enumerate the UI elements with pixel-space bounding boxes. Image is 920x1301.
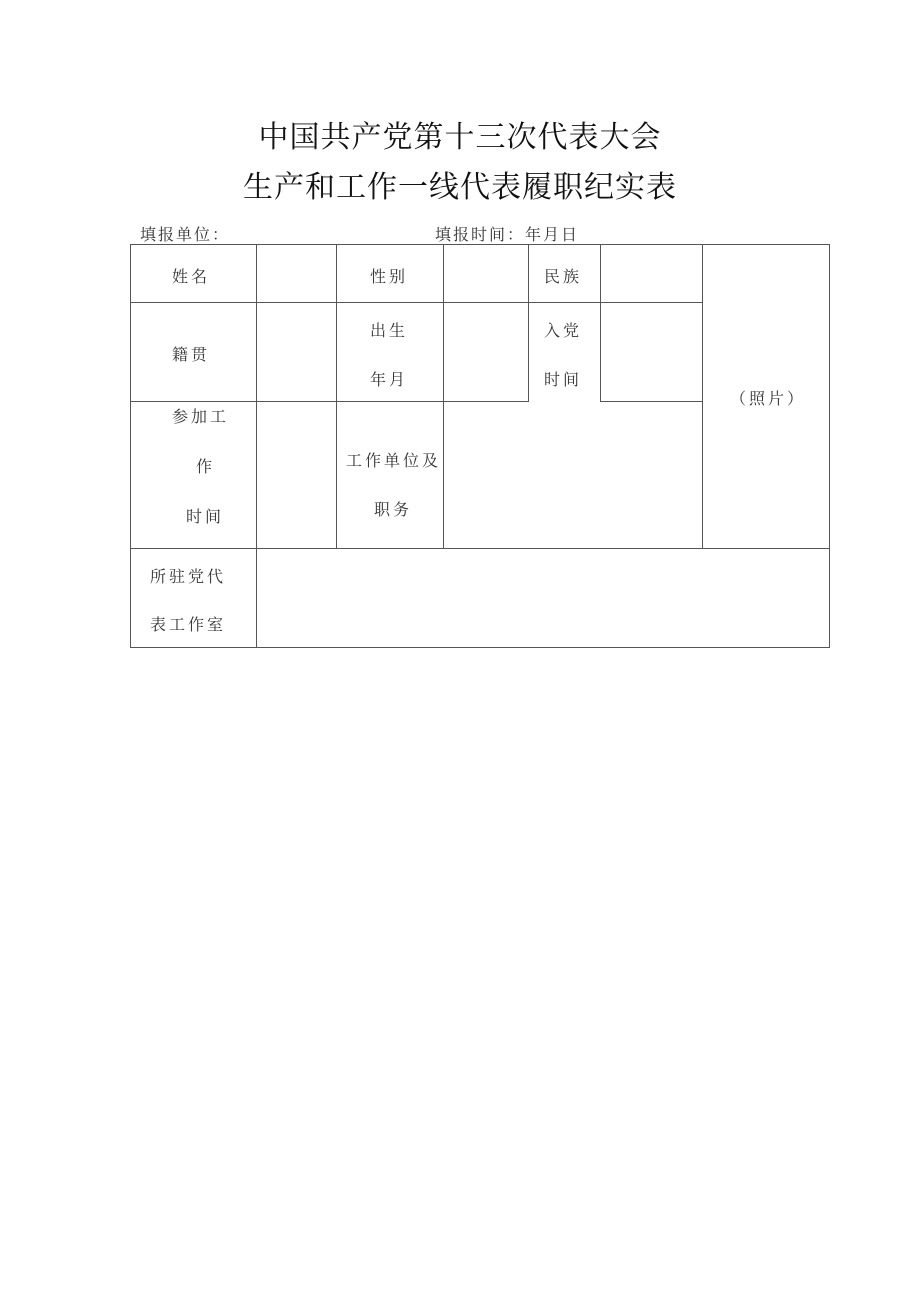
join-party-label-line2: 时间 <box>544 370 583 389</box>
col-divider-5 <box>600 244 601 402</box>
work-start-label-line2: 作 <box>196 457 216 476</box>
join-party-value[interactable] <box>606 342 696 366</box>
row-divider-3 <box>130 548 830 549</box>
office-label-line2: 表工作室 <box>150 615 227 634</box>
document-title-line1: 中国共产党第十三次代表大会 <box>258 120 662 155</box>
col-divider-2 <box>336 244 337 549</box>
native-place-value[interactable] <box>262 342 330 366</box>
ethnicity-value[interactable] <box>606 264 696 288</box>
work-start-label-line1: 参加工 <box>172 407 230 426</box>
gender-label: 性别 <box>370 267 409 286</box>
work-unit-value[interactable] <box>449 460 695 484</box>
work-unit-label-line1: 工作单位及 <box>346 451 442 470</box>
photo-label: （照片） <box>730 389 807 408</box>
table-border-bottom <box>130 647 830 648</box>
native-place-label: 籍贯 <box>172 345 211 364</box>
birth-label-line1: 出生 <box>370 321 409 340</box>
name-label: 姓名 <box>172 267 211 286</box>
col-divider-3 <box>443 244 444 549</box>
fill-unit-label: 填报单位： <box>140 225 231 244</box>
office-label-line1: 所驻党代 <box>150 567 227 586</box>
photo-slot[interactable] <box>708 250 824 542</box>
birth-value[interactable] <box>449 342 523 366</box>
ethnicity-label: 民族 <box>544 267 583 286</box>
col-divider-6 <box>702 244 703 549</box>
gender-value[interactable] <box>449 264 523 288</box>
birth-label-line2: 年月 <box>370 370 409 389</box>
col-divider-1 <box>256 244 257 648</box>
table-border-left <box>130 244 131 648</box>
join-party-label-line1: 入党 <box>544 321 583 340</box>
work-start-label-line3: 时间 <box>186 507 225 526</box>
work-unit-label-line2: 职务 <box>374 500 413 519</box>
row-divider-2b <box>600 401 702 402</box>
row-divider-1 <box>130 302 702 303</box>
document-title-line2: 生产和工作一线代表履职纪实表 <box>243 170 677 205</box>
col-divider-4 <box>528 244 529 402</box>
row-divider-2a <box>130 401 528 402</box>
office-value[interactable] <box>262 586 822 610</box>
fill-time-label: 填报时间：年月日 <box>435 225 580 244</box>
table-border-top <box>130 244 830 245</box>
table-border-right <box>829 244 830 648</box>
work-start-value[interactable] <box>262 460 330 484</box>
name-value[interactable] <box>262 264 330 288</box>
